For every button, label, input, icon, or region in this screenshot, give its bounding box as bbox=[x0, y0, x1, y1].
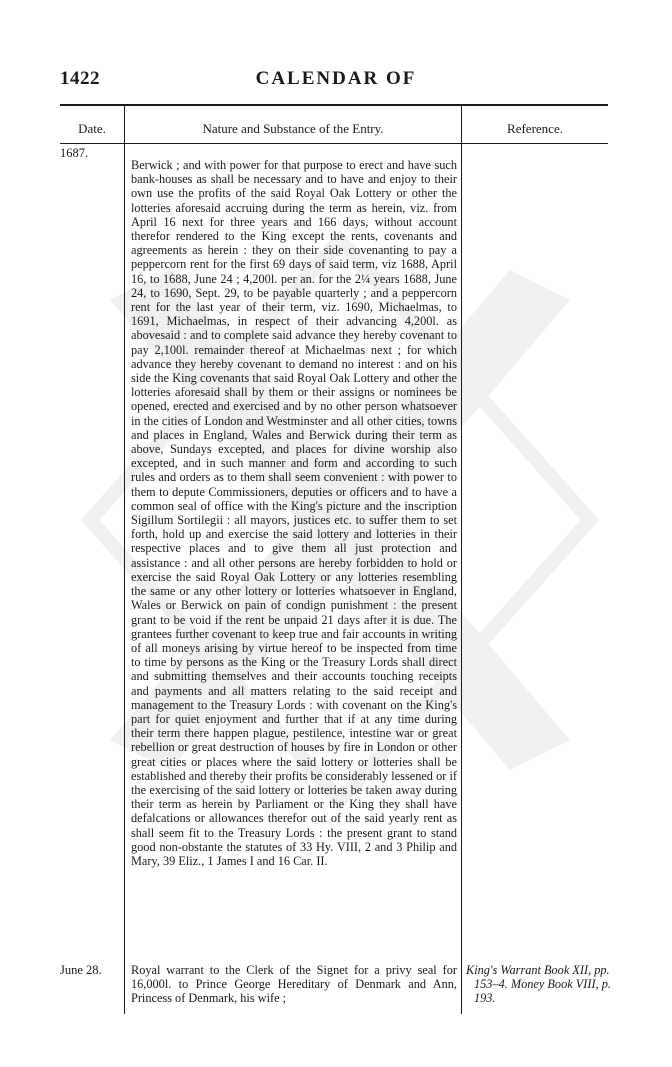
entry-date: June 28. bbox=[60, 963, 102, 977]
column-divider-right bbox=[461, 104, 462, 1014]
running-head: CALENDAR OF bbox=[255, 68, 417, 89]
column-divider-left bbox=[124, 104, 125, 1014]
entry-text: Royal warrant to the Clerk of the Signet for a privy seal for 16,000l. to Prince George Hereditary of Denmark and Ann, Princess of Denmark, his wife ; bbox=[131, 963, 457, 1006]
column-header-nature: Nature and Substance of the Entry. bbox=[202, 121, 384, 136]
column-header-reference: Reference. bbox=[507, 121, 563, 136]
entry-text: Berwick ; and with power for that purpose to erect and have such bank-houses as shall be necessary and to have and enjoy to their own use the profits of the said Royal Oak Lottery or other the lotteries aforesaid accruing during the term as herein, viz. from April 16 next for three years and 166 days, without account therefor rendered to the King except the rents, covenants and agreements as herein : they on their side covenanting to pay a peppercorn rent for the first 69 days of said term, viz 1688, April 16, to 1688, June 24 ; 4,200l. per an. for the 2¼ years 1688, June 24, to 1690, Sept. 29, to be payable quarterly ; and a peppercorn rent for the last year of their term, viz. 1690, Michaelmas, to 1691, Michaelmas, in respect of their advancing 4,200l. as abovesaid : and to complete said advance they hereby covenant to pay 2,100l. remainder thereof at Michaelmas next ; for which advance they hereby covenant to demand no interest : and on his side the King covenants that said Royal Oak Lottery and other the lotteries aforesaid shall by them or their assigns or nominees be opened, erected and exercised and by no other person whatsoever in the cities of London and Westminster and all other cities, towns and places in England, Wales and Berwick during their term as above, Sundays excepted, and places for divine worship also excepted, and in such manner and form and according to such rules and orders as to them shall seem convenient : with power to them to depute Commissioners, deputies or officers and to have a common seal of office with the King's picture and the inscription Sigillum Sortilegii : all mayors, justices etc. to suffer them to set forth, hold up and exercise the said lottery and lotteries in their respective places and to give them all just protection and assistance : and all other persons are hereby forbidden to hold or exercise the said Royal Oak Lottery or any lotteries resembling the same or any other lottery or lotteries whatsoever in England, Wales or Berwick on pain of condign punishment : the present grant to be void if the rent be unpaid 21 days after it is due. The grantees further covenant to keep true and fair accounts in writing of all moneys arising by virtue hereof to be inspected from time to time by persons as the King or the Treasury Lords shall direct and submitting themselves and their accounts touching receipts and payments and all matters relating to the said receipt and management to the Treasury Lords : with covenant on the King's part for quiet enjoyment and further that if at any time during their term there happen plague, pestilence, intestine war or great rebellion or great destruction of houses by fire in London or other great cities or places where the said lottery or lotteries shall be established and thereby their profits be considerably lessened or if the exercising of the said lottery or lotteries be taken away during their term as herein by Parliament or the King they shall have defalcations or allowances therefor out of the said yearly rent as shall seem fit to the Treasury Lords : the present grant to stand good non-obstante the statutes of 33 Hy. VIII, 2 and 3 Philip and Mary, 39 Eliz., 1 James I and 16 Car. II. bbox=[131, 158, 457, 868]
entry-reference: King's Warrant Book XII, pp. 153–4. Money Book VIII, p. 193. bbox=[466, 963, 611, 1006]
column-header-date: Date. bbox=[78, 121, 106, 136]
page-number: 1422 bbox=[60, 68, 100, 89]
header-rule bbox=[60, 143, 608, 144]
entry-date: 1687. bbox=[60, 146, 89, 160]
top-rule bbox=[60, 104, 608, 106]
